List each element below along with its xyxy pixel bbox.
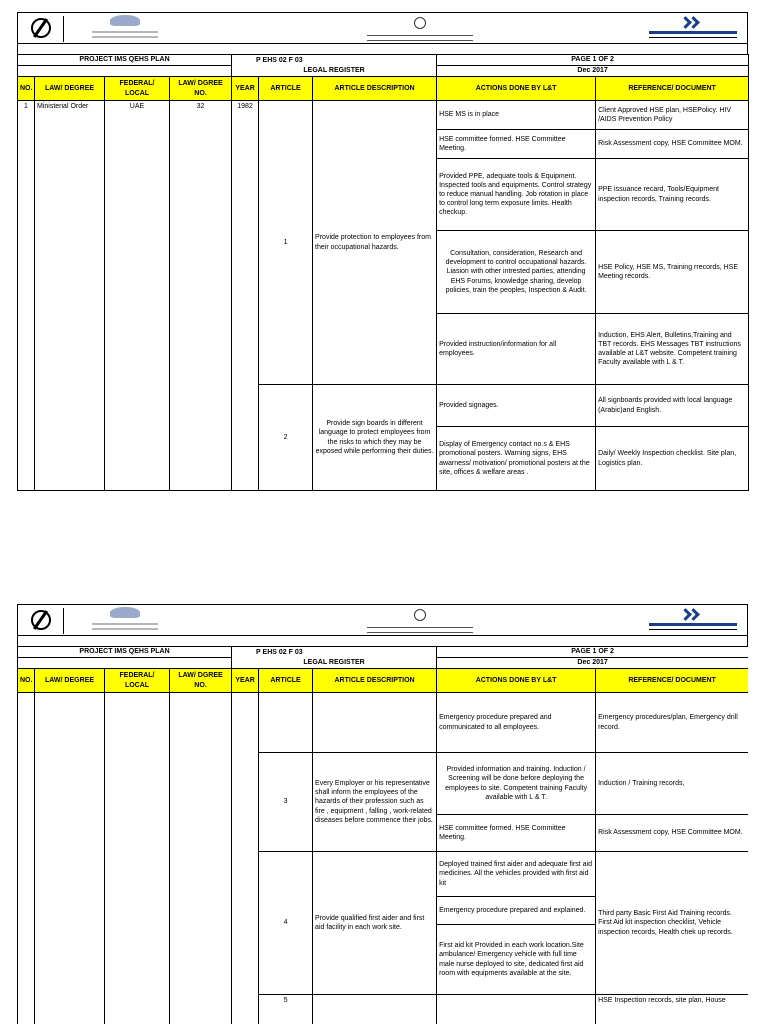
register-sheet-2 bbox=[17, 604, 748, 1024]
col-law: LAW/ DEGREE bbox=[35, 77, 105, 101]
action-cell: Provided information and training. Induction / Screening will be done before deploying the employees to site. Competent training Faculty available with L & T. bbox=[437, 753, 596, 815]
reference-cell: Daily/ Weekly Inspection checklist. Site plan, Logistics plan. bbox=[596, 427, 749, 491]
article-description bbox=[313, 693, 437, 753]
spacer bbox=[17, 44, 748, 54]
plan-title: PROJECT IMS QEHS PLAN bbox=[18, 647, 232, 658]
table-row bbox=[18, 101, 749, 130]
action-cell: Consultation, consideration, Research and development to control occupational hazards. Liasion with other intrested parties, attending EHS Forums, knowledge sharing, develop policies, train the peoples, Inspection & Audit. bbox=[437, 231, 596, 314]
article-description: Provide sign boards in different language to protect employees from the risks to which they may be exposed while performing their duties. bbox=[313, 385, 437, 491]
table-row bbox=[18, 693, 749, 753]
lt-logo-icon bbox=[22, 608, 64, 634]
legal-register-table bbox=[17, 54, 749, 491]
column-header-row bbox=[18, 77, 749, 101]
reference-cell: HSE Policy, HSE MS, Training rrecords, HSE Meeting records. bbox=[596, 231, 749, 314]
action-cell: HSE committee formed. HSE Committee Meeting. bbox=[437, 130, 596, 159]
col-article: ARTICLE bbox=[259, 77, 313, 101]
legal-register-table bbox=[17, 646, 748, 1024]
reference-cell: Third party Basic First Aid Training records. First Aid kit inspection checklist, Vehicle inspection records, Health chek up records. bbox=[596, 852, 748, 995]
reference-cell: Induction / Training records, bbox=[596, 753, 748, 815]
reference-cell: Emergency procedures/plan, Emergency drill record. bbox=[596, 693, 748, 753]
article-number: 1 bbox=[259, 101, 313, 385]
action-cell: HSE committee formed. HSE Committee Meeting. bbox=[437, 815, 596, 852]
reference-cell: Risk Assessment copy, HSE Committee MOM. bbox=[596, 815, 748, 852]
entry-no: 1 bbox=[18, 101, 35, 491]
col-reference: REFERENCE/ DOCUMENT bbox=[596, 669, 748, 693]
action-cell: Provided PPE, adequate tools & Equipment. Inspected tools and equipments. Control strategy to reduce manual handling. Job rotation in place to control long term exposure limits. Health checkup. bbox=[437, 159, 596, 231]
doc-code: P EHS 02 F 03 bbox=[232, 55, 437, 66]
logo-header bbox=[17, 12, 748, 44]
col-federal: FEDERAL/ LOCAL bbox=[105, 77, 170, 101]
col-law: LAW/ DEGREE bbox=[35, 669, 105, 693]
doc-date: Dec 2017 bbox=[437, 66, 749, 77]
company-emblem-icon bbox=[88, 607, 162, 633]
reference-cell: All signboards provided with local language (Arabic)and English. bbox=[596, 385, 749, 427]
col-article: ARTICLE bbox=[259, 669, 313, 693]
action-cell: HSE MS is in place bbox=[437, 101, 596, 130]
entry-law-no: 32 bbox=[170, 101, 232, 491]
plan-title: PROJECT IMS QEHS PLAN bbox=[18, 55, 232, 66]
spacer bbox=[17, 636, 748, 646]
col-law-no: LAW/ DGREE NO. bbox=[170, 77, 232, 101]
entry-federal: UAE bbox=[105, 101, 170, 491]
column-header-row bbox=[18, 669, 749, 693]
col-federal: FEDERAL/ LOCAL bbox=[105, 669, 170, 693]
article-number: 4 bbox=[259, 852, 313, 995]
article-number: 3 bbox=[259, 753, 313, 852]
company-emblem-icon bbox=[88, 15, 162, 41]
col-no: NO. bbox=[18, 77, 35, 101]
snc-lavalin-logo bbox=[647, 17, 739, 41]
action-cell: Deployed trained first aider and adequate first aid medicines. All the vehicles provided with first aid kit bbox=[437, 852, 596, 897]
logo-header bbox=[17, 604, 748, 636]
article-number bbox=[259, 693, 313, 753]
action-cell: Provided signages. bbox=[437, 385, 596, 427]
col-description: ARTICLE DESCRIPTION bbox=[313, 669, 437, 693]
doc-code: P EHS 02 F 03 bbox=[232, 647, 437, 658]
page-number: PAGE 1 OF 2 bbox=[437, 647, 748, 658]
page-number: PAGE 1 OF 2 bbox=[437, 55, 749, 66]
reference-cell: PPE issuance recard, Tools/Equipment inspection records, Training records. bbox=[596, 159, 749, 231]
register-title: LEGAL REGISTER bbox=[232, 66, 437, 77]
larsen-toubro-logo bbox=[360, 16, 480, 40]
action-cell: Emergency procedure prepared and communicated to all employees. bbox=[437, 693, 596, 753]
col-law-no: LAW/ DGREE NO. bbox=[170, 669, 232, 693]
col-no: NO. bbox=[18, 669, 35, 693]
col-year: YEAR bbox=[232, 77, 259, 101]
lt-logo-icon bbox=[22, 16, 64, 42]
action-cell: Provided instruction/information for all employees. bbox=[437, 314, 596, 385]
larsen-toubro-logo bbox=[360, 608, 480, 632]
register-sheet-1 bbox=[17, 12, 748, 497]
reference-cell: HSE Inspection records, site plan, House bbox=[596, 995, 748, 1024]
col-actions: ACTIONS DONE BY L&T bbox=[437, 77, 596, 101]
article-number: 5 bbox=[259, 995, 313, 1024]
entry-law: Ministerial Order bbox=[35, 101, 105, 491]
article-description: Provide qualified first aider and first aid facility in each work site. bbox=[313, 852, 437, 995]
col-description: ARTICLE DESCRIPTION bbox=[313, 77, 437, 101]
action-cell: Emergency procedure prepared and explained. bbox=[437, 897, 596, 925]
col-year: YEAR bbox=[232, 669, 259, 693]
reference-cell: Risk Assessment copy, HSE Committee MOM. bbox=[596, 130, 749, 159]
col-reference: REFERENCE/ DOCUMENT bbox=[596, 77, 749, 101]
action-cell: First aid kit Provided in each work location.Site ambulance/ Emergency vehicle with full time male nurse deployed to site, dedicated first aid room with equipments available at the site. bbox=[437, 925, 596, 995]
snc-lavalin-logo bbox=[647, 609, 739, 633]
entry-year: 1982 bbox=[232, 101, 259, 491]
col-actions: ACTIONS DONE BY L&T bbox=[437, 669, 596, 693]
doc-date: Dec 2017 bbox=[437, 658, 748, 669]
register-title: LEGAL REGISTER bbox=[232, 658, 437, 669]
article-description bbox=[313, 995, 437, 1024]
reference-cell: Client Approved HSE plan, HSEPolicy. HIV /AIDS Prevention Policy bbox=[596, 101, 749, 130]
action-cell bbox=[437, 995, 596, 1024]
reference-cell: Induction, EHS Alert, Bulletins,Training and TBT records. EHS Messages TBT instructions available at L&T website. Competent training Faculty available with L & T. bbox=[596, 314, 749, 385]
article-number: 2 bbox=[259, 385, 313, 491]
article-description: Every Employer or his representative shall inform the employees of the hazards of their profession such as fire , equipment , falling , work-related diseases before commence their jobs. bbox=[313, 753, 437, 852]
article-description: Provide protection to employees from their occupational hazards. bbox=[313, 101, 437, 385]
action-cell: Display of Emergency contact no.s & EHS promotional posters. Warning signs, EHS awarness/ motivation/ promotional posters at the site, offices & welfare areas . bbox=[437, 427, 596, 491]
